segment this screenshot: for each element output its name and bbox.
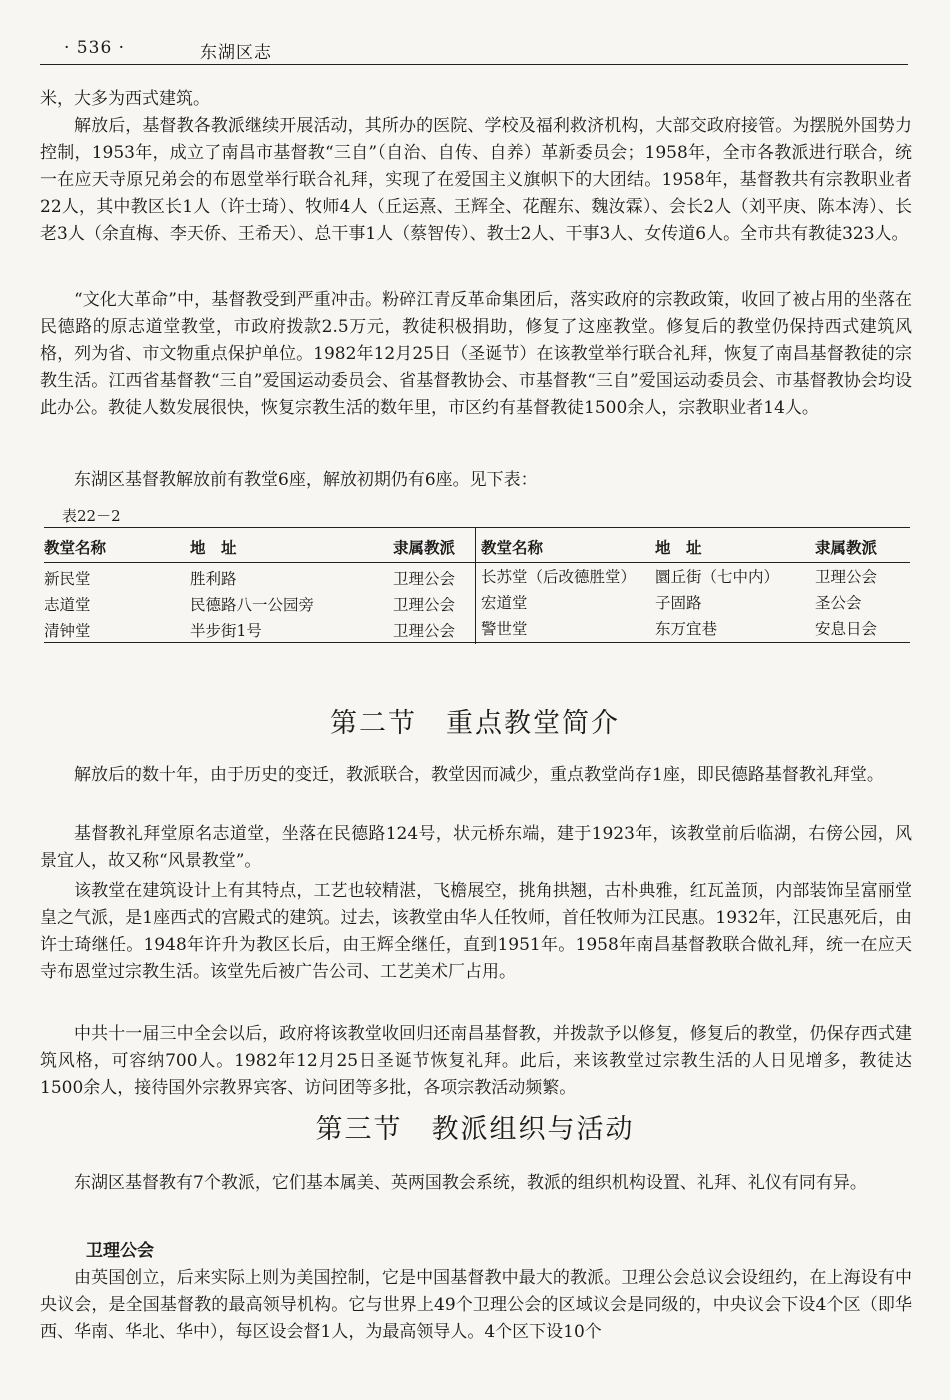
table-center-divider bbox=[475, 527, 476, 644]
table-caption: 表22－2 bbox=[62, 507, 121, 525]
paragraph-continuation: 米，大多为西式建筑。 bbox=[40, 89, 210, 109]
table-header-address: 地 址 bbox=[190, 538, 237, 557]
table-cell: 卫理公会 bbox=[815, 568, 878, 586]
paragraph-reform: 中共十一届三中全会以后，政府将该教堂收回归还南昌基督教，并拨款予以修复，修复后的教堂，仍保存西式建筑风格，可容纳700人。1982年12月25日圣诞节恢复礼拜。此后，来该教堂过宗教生活的人日见增多，教徒达1500余人，接待国外宗教界宾客、访问团等多批，各项宗教活动频繁。 bbox=[40, 1024, 912, 1098]
paragraph-architecture: 该教堂在建筑设计上有其特点，工艺也较精湛，飞檐展空，挑角拱翘，古朴典雅，红瓦盖顶，内部装饰呈富丽堂皇之气派，是1座西式的宫殿式的建筑。过去，该教堂由华人任牧师，首任牧师为江民惠。1932年，江民惠死后，由许士琦继任。1948年许升为教区长后，由王辉全继任，直到1951年。1958年南昌基督教联合做礼拜，统一在应天寺布恩堂过宗教生活。该堂先后被广告公司、工艺美术厂占用。 bbox=[40, 881, 912, 982]
table-cell: 圣公会 bbox=[815, 594, 862, 612]
paragraph-decades-after: 解放后的数十年，由于历史的变迁，教派联合，教堂因而减少，重点教堂尚存1座，即民德路基督教礼拜堂。 bbox=[74, 765, 884, 785]
table-cell: 胜利路 bbox=[190, 570, 237, 588]
paragraph-cultural-revolution: “文化大革命”中，基督教受到严重冲击。粉碎江青反革命集团后，落实政府的宗教政策，收回了被占用的坐落在民德路的原志道堂教堂，市政府拨款2.5万元，教徒积极捐助，修复了这座教堂。修复后的教堂仍保持西式建筑风格，列为省、市文物重点保护单位。1982年12月25日（圣诞节）在该教堂举行联合礼拜，恢复了南昌基督教徒的宗教生活。江西省基督教“三自”爱国运动委员会、省基督教协会、市基督教“三自”爱国运动委员会、市基督教协会均设此办公。教徒人数发展很快，恢复宗教生活的数年里，市区约有基督教徒1500余人，宗教职业者14人。 bbox=[40, 290, 912, 418]
table-cell: 圜丘街（七中内） bbox=[655, 568, 780, 586]
table-cell: 子固路 bbox=[655, 594, 702, 612]
table-cell: 清钟堂 bbox=[44, 622, 91, 640]
table-cell: 安息日会 bbox=[815, 620, 878, 638]
table-cell: 民德路八一公园旁 bbox=[190, 596, 315, 614]
table-cell: 宏道堂 bbox=[481, 594, 528, 612]
page-number: · 536 · bbox=[64, 38, 126, 58]
table-cell: 卫理公会 bbox=[393, 622, 456, 640]
table-cell: 新民堂 bbox=[44, 570, 91, 588]
table-header-name: 教堂名称 bbox=[481, 538, 544, 557]
subheading-methodist: 卫理公会 bbox=[86, 1241, 154, 1261]
table-bottom-rule bbox=[44, 642, 910, 643]
table-header-name: 教堂名称 bbox=[44, 538, 107, 557]
paragraph-church-count: 东湖区基督教解放前有教堂6座，解放初期仍有6座。见下表： bbox=[74, 470, 538, 490]
section-title-3: 第三节 教派组织与活动 bbox=[315, 1114, 635, 1145]
table-cell: 卫理公会 bbox=[393, 570, 456, 588]
table-header-rule bbox=[44, 562, 910, 563]
table-header-denomination: 隶属教派 bbox=[393, 538, 456, 557]
table-cell: 卫理公会 bbox=[393, 596, 456, 614]
book-title: 东湖区志 bbox=[200, 43, 272, 63]
table-cell: 东万宜巷 bbox=[655, 620, 718, 638]
section-title-2: 第二节 重点教堂简介 bbox=[330, 708, 620, 739]
paragraph-seven-denominations: 东湖区基督教有7个教派，它们基本属美、英两国教会系统，教派的组织机构设置、礼拜、礼仪有同有异。 bbox=[74, 1173, 867, 1193]
header-rule bbox=[40, 64, 908, 65]
paragraph-after-liberation: 解放后，基督教各教派继续开展活动，其所办的医院、学校及福利救济机构，大部交政府接管。为摆脱外国势力控制，1953年，成立了南昌市基督教“三自”（自治、自传、自养）革新委员会；1958年，全市各教派进行联合，统一在应天寺原兄弟会的布恩堂举行联合礼拜，实现了在爱国主义旗帜下的大团结。1958年，基督教共有宗教职业者22人，其中教区长1人（许士琦）、牧师4人（丘运熹、王辉全、花醒东、魏汝霖）、会长2人（刘平庚、陈本涛）、长老3人（余直梅、李天侨、王希天）、总干事1人（蔡智传）、教士2人、干事3人、女传道6人。全市共有教徒323人。 bbox=[40, 116, 912, 244]
paragraph-methodist: 由英国创立，后来实际上则为美国控制，它是中国基督教中最大的教派。卫理公会总议会设纽约，在上海设有中央议会，是全国基督教的最高领导机构。它与世界上49个卫理公会的区域议会是同级的，中央议会下设4个区（即华西、华南、华北、华中），每区设会督1人，为最高领导人。4个区下设10个 bbox=[40, 1268, 912, 1342]
table-header-address: 地 址 bbox=[655, 538, 702, 557]
table-cell: 警世堂 bbox=[481, 620, 528, 638]
table-cell: 长苏堂（后改德胜堂） bbox=[481, 568, 637, 586]
table-cell: 半步街1号 bbox=[190, 622, 262, 640]
paragraph-former-name: 基督教礼拜堂原名志道堂，坐落在民德路124号，状元桥东端，建于1923年，该教堂前后临湖，右傍公园，风景宜人，故又称“风景教堂”。 bbox=[40, 824, 912, 871]
table-header-denomination: 隶属教派 bbox=[815, 538, 878, 557]
table-top-rule bbox=[44, 527, 910, 528]
running-header bbox=[40, 38, 910, 62]
table-cell: 志道堂 bbox=[44, 596, 91, 614]
